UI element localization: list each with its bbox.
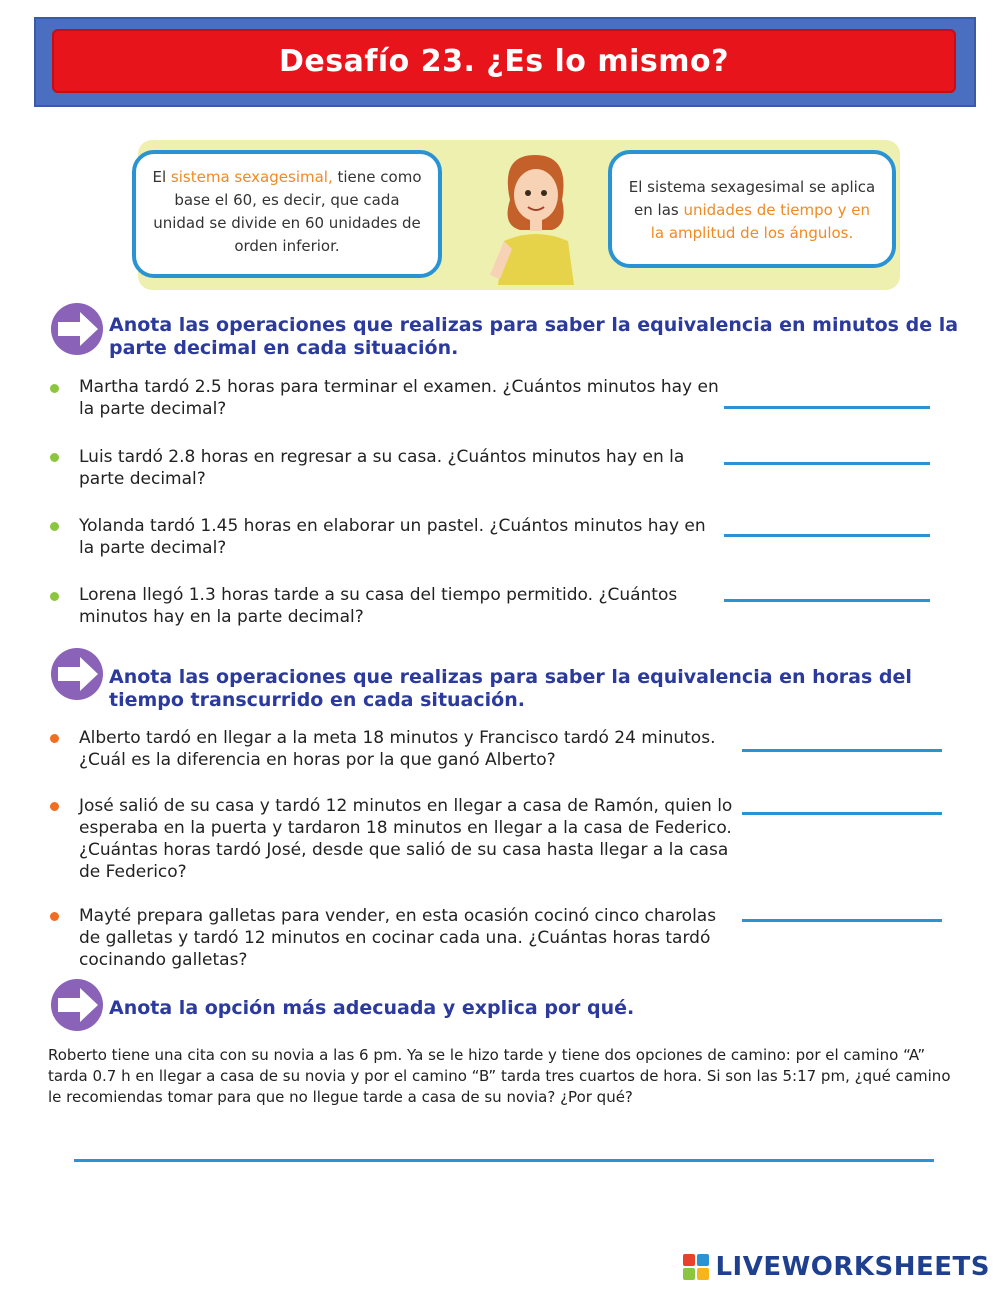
section-3-title: Anota la opción más adecuada y explica por qué.	[109, 997, 635, 1019]
info-left-pre: El	[152, 168, 171, 186]
question-2-2: José salió de su casa y tardó 12 minutos en llegar a casa de Ramón, quien lo esperaba en la puerta y tardaron 18 minutos en llegar a la casa de Federico. ¿Cuántas horas tardó José, desde que salió de su casa hasta llegar a la casa de Federico?	[79, 796, 733, 882]
bullet-dot	[50, 592, 59, 601]
page-title: Desafío 23. ¿Es lo mismo?	[278, 43, 730, 79]
answer-field-2-3[interactable]	[742, 919, 942, 922]
question-1-1: Martha tardó 2.5 horas para terminar el examen. ¿Cuántos minutos hay en la parte decimal?	[79, 377, 719, 419]
info-left-highlight: sistema sexagesimal,	[170, 168, 333, 186]
arrow-icon	[50, 978, 104, 1032]
logo-text: LIVEWORKSHEETS	[715, 1252, 990, 1282]
answer-field-1-4[interactable]	[724, 599, 930, 602]
answer-field-1-3[interactable]	[724, 534, 930, 537]
info-right-pre: El sistema sexagesimal se aplica en las	[628, 178, 876, 219]
liveworksheets-logo	[683, 1252, 990, 1282]
answer-field-1-1[interactable]	[724, 406, 930, 409]
arrow-icon	[50, 302, 104, 356]
info-bubble-left	[132, 150, 442, 278]
bullet-dot	[50, 384, 59, 393]
question-1-2: Luis tardó 2.8 horas en regresar a su casa. ¿Cuántos minutos hay en la parte decimal?	[79, 447, 685, 489]
bullet-dot	[50, 522, 59, 531]
section-1-title: Anota las operaciones que realizas para saber la equivalencia en minutos de la parte decimal en cada situación.	[109, 314, 959, 359]
answer-field-2-1[interactable]	[742, 749, 942, 752]
answer-field-1-2[interactable]	[724, 462, 930, 465]
section-2-title: Anota las operaciones que realizas para saber la equivalencia en horas del tiempo transcurrido en cada situación.	[109, 666, 912, 711]
question-2-3: Mayté prepara galletas para vender, en esta ocasión cocinó cinco charolas de galletas y tardó 12 minutos en cocinar cada una. ¿Cuántas horas tardó cocinando galletas?	[79, 906, 717, 970]
answer-field-3[interactable]	[74, 1159, 934, 1162]
info-bubble-right	[608, 150, 896, 268]
question-2-1: Alberto tardó en llegar a la meta 18 minutos y Francisco tardó 24 minutos. ¿Cuál es la diferencia en horas por la que ganó Alberto?	[79, 728, 716, 770]
arrow-icon	[50, 647, 104, 701]
bullet-dot	[50, 802, 59, 811]
problem-paragraph: Roberto tiene una cita con su novia a las 6 pm. Ya se le hizo tarde y tiene dos opciones de camino: por el camino “A” tarda 0.7 h en llegar a casa de su novia y por el camino “B” tarda tres cuartos de hora. Si son las 5:17 pm, ¿qué camino le recomiendas tomar para que no llegue tarde a casa de su novia? ¿Por qué?	[48, 1046, 951, 1106]
question-1-3: Yolanda tardó 1.45 horas en elaborar un pastel. ¿Cuántos minutos hay en la parte decimal?	[79, 516, 706, 558]
bullet-dot	[50, 453, 59, 462]
bullet-dot	[50, 912, 59, 921]
girl-illustration	[480, 145, 590, 285]
answer-field-2-2[interactable]	[742, 812, 942, 815]
header-banner	[52, 29, 956, 93]
logo-blocks-icon	[683, 1254, 709, 1280]
question-1-4: Lorena llegó 1.3 horas tarde a su casa del tiempo permitido. ¿Cuántos minutos hay en la parte decimal?	[79, 585, 678, 627]
info-left-post: tiene como base el 60, es decir, que cada unidad se divide en 60 unidades de orden inferior.	[153, 168, 422, 255]
bullet-dot	[50, 734, 59, 743]
info-right-highlight: unidades de tiempo y en la amplitud de los ángulos.	[650, 201, 870, 242]
